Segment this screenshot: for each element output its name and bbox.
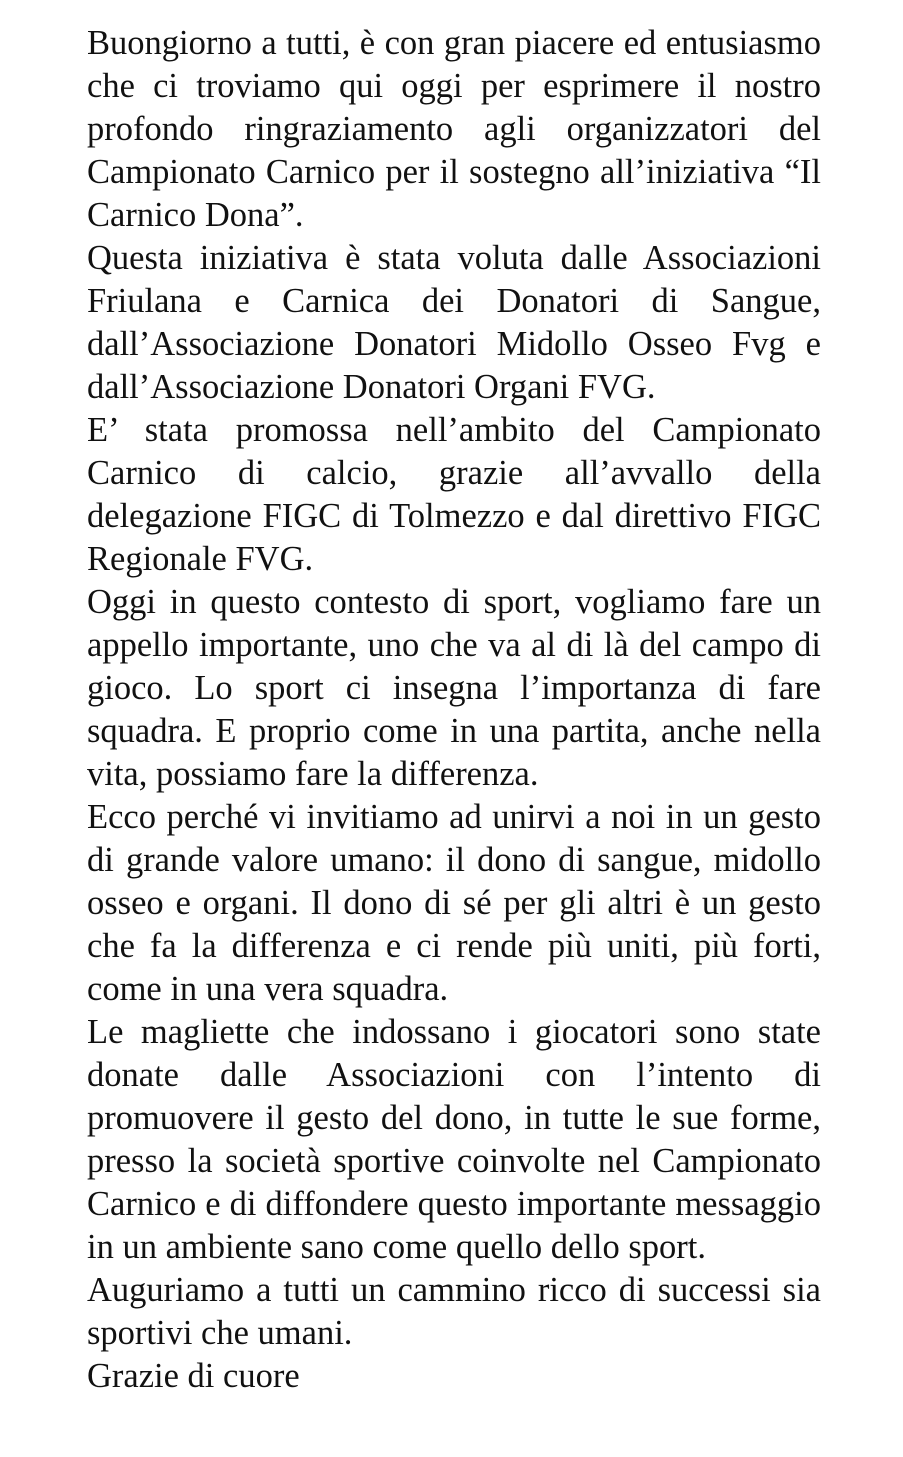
document-page [87, 22, 821, 1398]
paragraph-greeting: Buongiorno a tutti, è con gran piacere ed entusiasmo che ci troviamo qui oggi per esprimere il nostro profondo ringraziamento agli organizzatori del Campionato Carnico per il sostegno all’iniziativa “Il Carnico Dona”. [87, 24, 821, 234]
paragraph-invitation: Ecco perché vi invitiamo ad unirvi a noi in un gesto di grande valore umano: il dono di sangue, midollo osseo e organi. Il dono di sé per gli altri è un gesto che fa la differenza e ci rende più uniti, più forti, come in una vera squadra. [87, 798, 821, 1008]
paragraph-appeal: Oggi in questo contesto di sport, vogliamo fare un appello importante, uno che va al di là del campo di gioco. Lo sport ci insegna l’importanza di fare squadra. E proprio come in una partita, anche nella vita, possiamo fare la differenza. [87, 583, 821, 793]
paragraph-wishes: Auguriamo a tutti un cammino ricco di successi sia sportivi che umani. [87, 1271, 821, 1352]
paragraph-shirts: Le magliette che indossano i giocatori sono state donate dalle Associazioni con l’intento di promuovere il gesto del dono, in tutte le sue forme, presso la società sportive coinvolte nel Campionato Carnico e di diffondere questo importante messaggio in un ambiente sano come quello dello sport. [87, 1013, 821, 1266]
paragraph-closing: Grazie di cuore [87, 1357, 300, 1395]
paragraph-initiative: Questa iniziativa è stata voluta dalle Associazioni Friulana e Carnica dei Donatori di Sangue, dall’Associazione Donatori Midollo Osseo Fvg e dall’Associazione Donatori Organi FVG. [87, 239, 821, 406]
paragraph-promotion: E’ stata promossa nell’ambito del Campionato Carnico di calcio, grazie all’avvallo della delegazione FIGC di Tolmezzo e dal direttivo FIGC Regionale FVG. [87, 411, 821, 578]
